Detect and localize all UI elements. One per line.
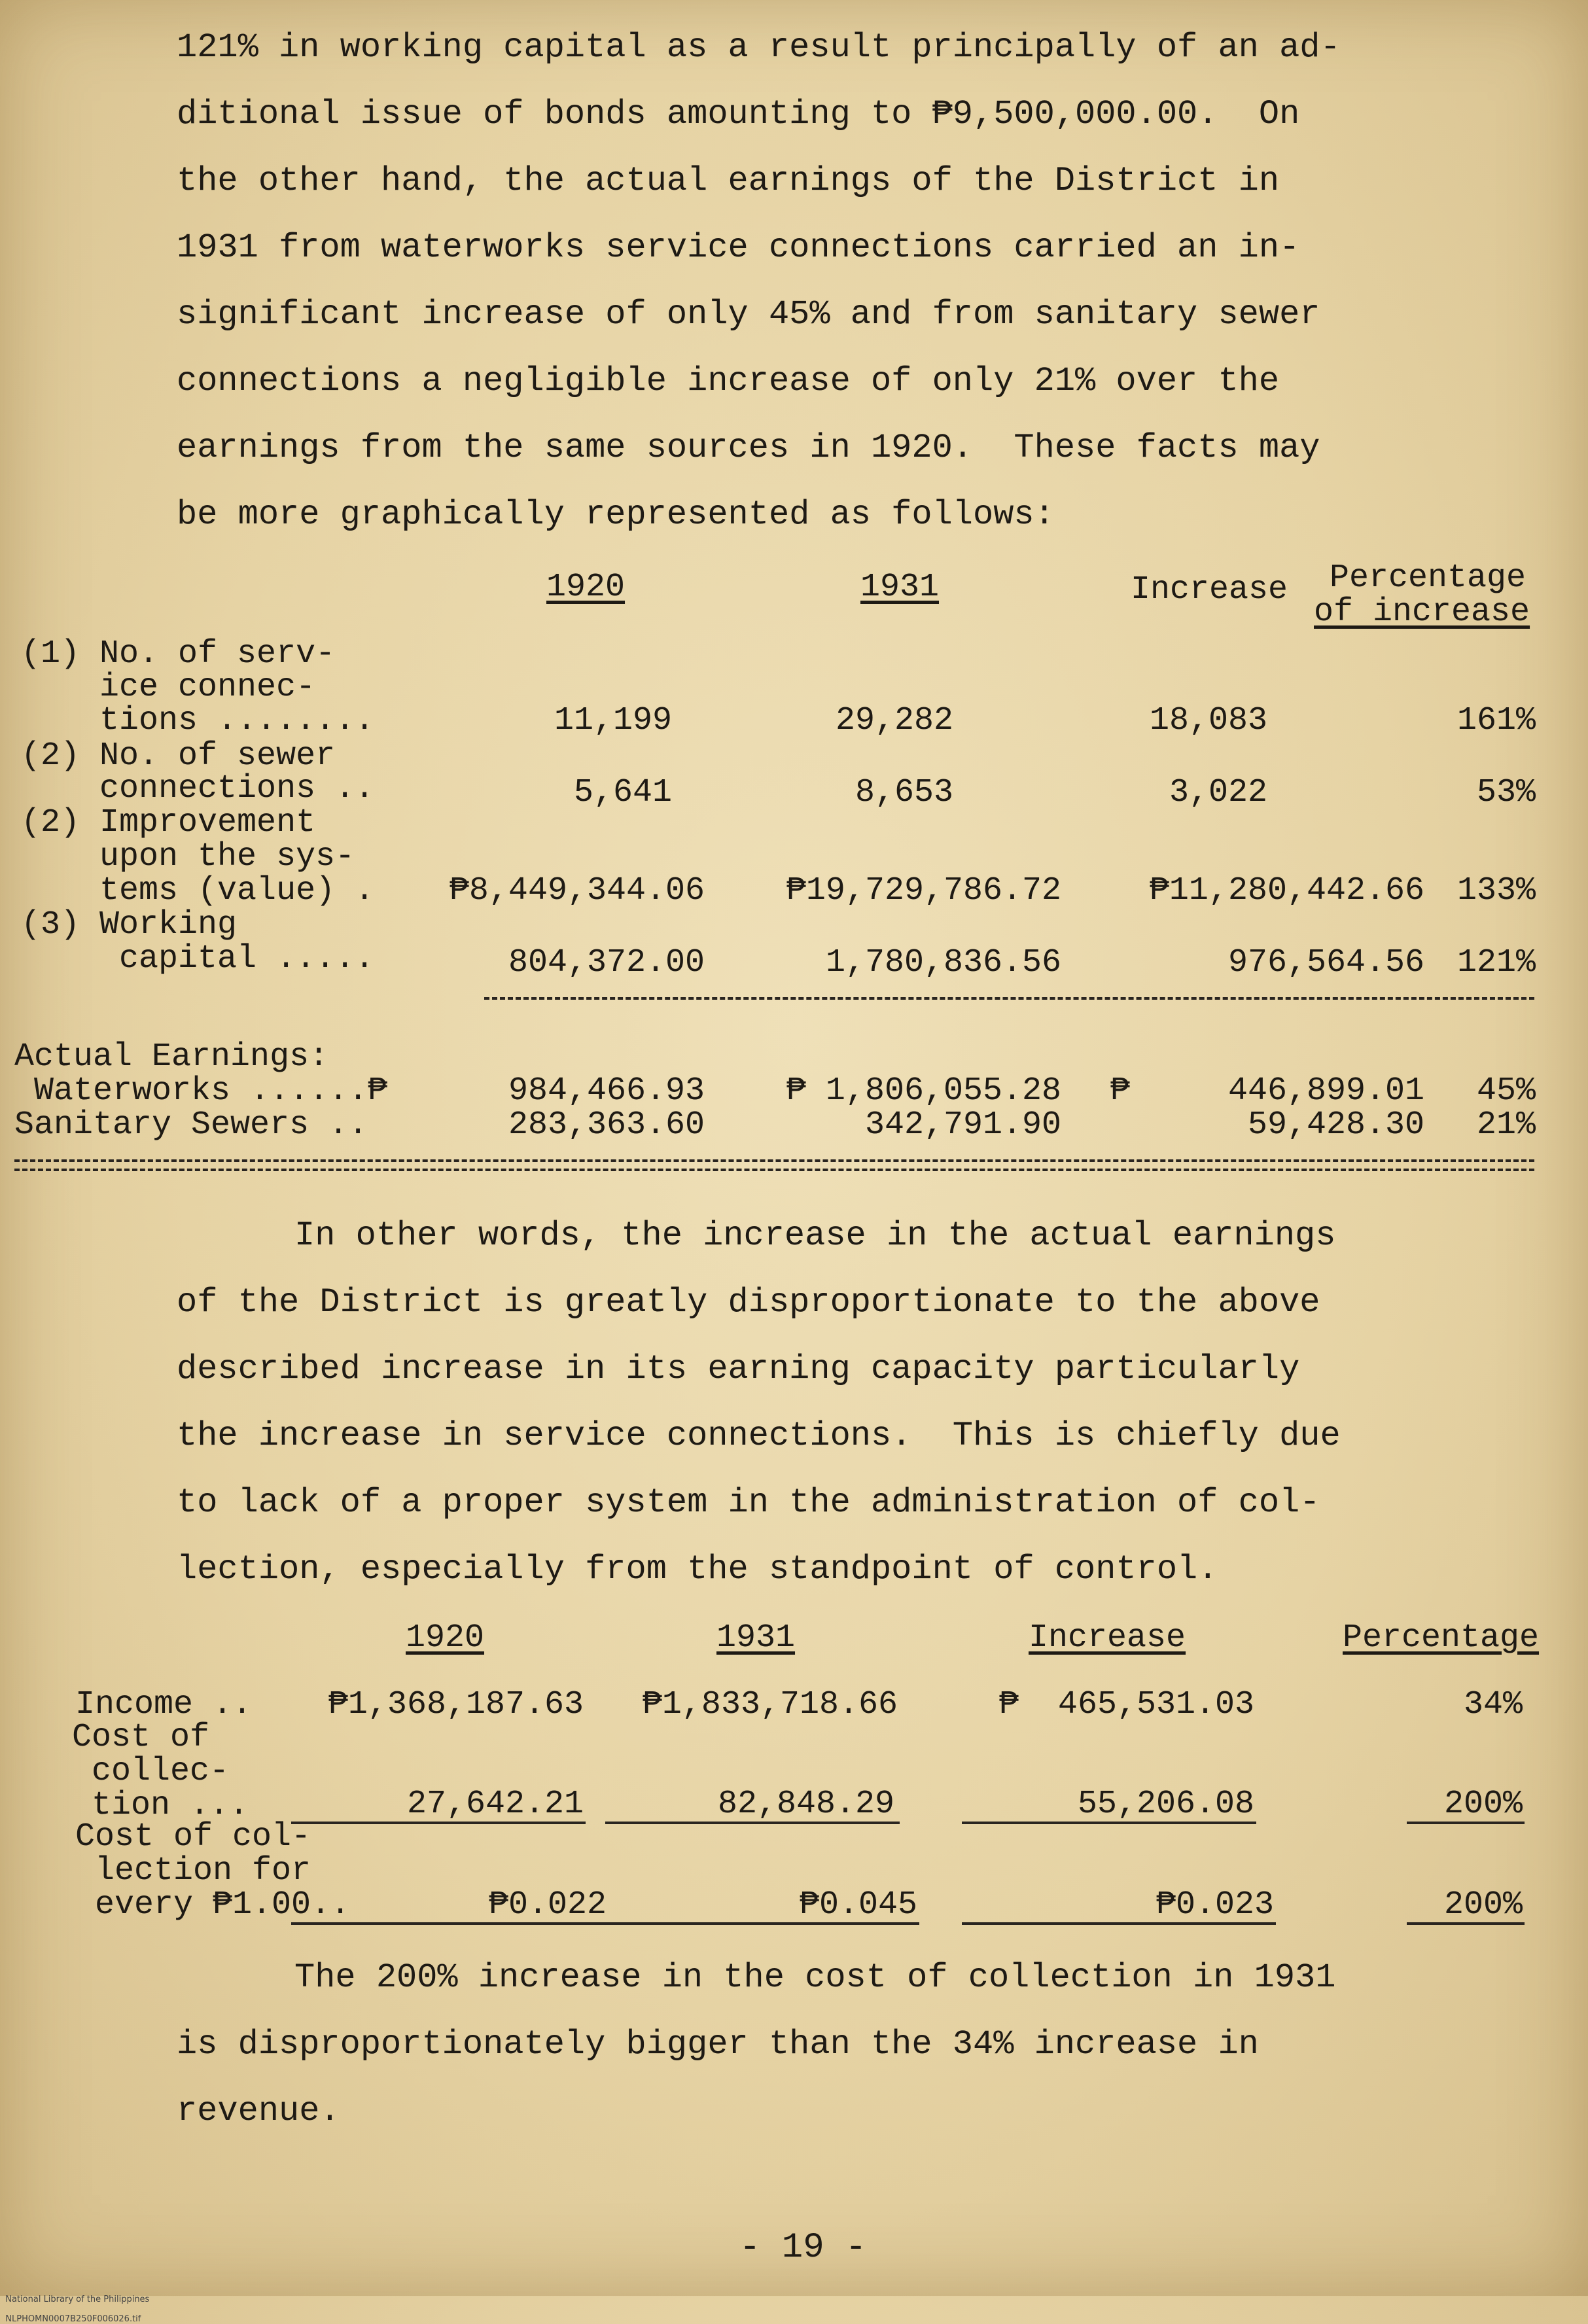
- table2-header-percentage: Percentage: [1343, 1619, 1540, 1657]
- cell-1931: ₱ 1,806,055.28: [786, 1072, 1061, 1110]
- text-line: is disproportionately bigger than the 34% increase in: [177, 2025, 1259, 2064]
- paragraph-2: [177, 1203, 1459, 1603]
- text-line: to lack of a proper system in the administration of col-: [177, 1483, 1320, 1522]
- cell-1920: 11,199: [554, 702, 672, 739]
- text-line: earnings from the same sources in 1920. These facts may: [177, 429, 1320, 467]
- table1-header-increase: Increase: [1131, 571, 1288, 608]
- footer-left: National Library of the Philippines: [5, 2295, 150, 2304]
- cell-1920: 283,363.60: [508, 1106, 705, 1144]
- cell-1931: ₱0.045: [799, 1886, 917, 1924]
- cell-increase: 18,083: [1149, 702, 1267, 739]
- cell-1920: ₱8,449,344.06: [449, 872, 705, 909]
- underline: [605, 1922, 919, 1925]
- text-line: 1931 from waterworks service connections carried an in-: [177, 228, 1300, 267]
- cell-1920: 5,641: [573, 774, 672, 811]
- row-label: every ₱1.00..: [75, 1886, 351, 1924]
- cell-1931: 1,780,836.56: [825, 944, 1061, 981]
- text-line: lection, especially from the standpoint of control.: [177, 1550, 1218, 1589]
- dashed-divider: [14, 1169, 1534, 1171]
- underline: [1407, 1922, 1525, 1925]
- table1-header-1920: 1920: [546, 569, 626, 606]
- row-label: (2) No. of sewer: [21, 737, 336, 775]
- text-line: revenue.: [177, 2092, 340, 2130]
- row-label: tions ........: [21, 702, 375, 739]
- row-label: Sanitary Sewers ..: [14, 1106, 368, 1144]
- row-label: Waterworks ......₱: [14, 1072, 388, 1110]
- paragraph-3: [177, 1945, 1459, 2145]
- paragraph-1: [177, 14, 1459, 548]
- cell-1931: 82,848.29: [717, 1786, 894, 1823]
- cell-1920: ₱0.022: [488, 1886, 607, 1924]
- row-label: (3) Working: [21, 906, 238, 943]
- cell-percentage: 45%: [1476, 1072, 1536, 1110]
- row-label: tems (value) .: [21, 872, 375, 909]
- table1-header-percentage: Percentage: [1330, 559, 1526, 597]
- row-label: ice connec-: [21, 669, 316, 706]
- text-line: the other hand, the actual earnings of the District in: [177, 162, 1280, 200]
- text-line: connections a negligible increase of only 21% over the: [177, 362, 1280, 400]
- cell-1931: 342,791.90: [864, 1106, 1061, 1144]
- cell-percentage: 53%: [1476, 774, 1536, 811]
- dashed-divider: [484, 997, 1534, 1000]
- underline: [291, 1922, 605, 1925]
- text-line: be more graphically represented as follows:: [177, 495, 1055, 534]
- dashed-divider: [14, 1159, 1534, 1162]
- cell-1931: ₱1,833,718.66: [642, 1686, 898, 1723]
- cell-percentage: 21%: [1476, 1106, 1536, 1144]
- table2-header-1920: 1920: [406, 1619, 485, 1657]
- text-line: The 200% increase in the cost of collection in 1931: [294, 1958, 1336, 1997]
- cell-1931: ₱19,729,786.72: [786, 872, 1061, 909]
- text-line: significant increase of only 45% and from sanitary sewer: [177, 295, 1320, 334]
- row-label: (1) No. of serv-: [21, 635, 336, 673]
- row-label: upon the sys-: [21, 838, 355, 875]
- table2-header-1931: 1931: [716, 1619, 796, 1657]
- page-number: - 19 -: [739, 2228, 867, 2268]
- underline: [605, 1822, 900, 1824]
- cell-1920: 27,642.21: [406, 1786, 584, 1823]
- table2-header-increase: Increase: [1029, 1619, 1186, 1657]
- cell-1931: 29,282: [835, 702, 953, 739]
- cell-percentage: 161%: [1456, 702, 1536, 739]
- cell-percentage: 200%: [1443, 1786, 1523, 1823]
- cell-increase: ₱0.023: [1156, 1886, 1274, 1924]
- row-label: Cost of col-: [75, 1818, 311, 1856]
- text-line: 121% in working capital as a result principally of an ad-: [177, 28, 1341, 67]
- underline: [962, 1922, 1276, 1925]
- cell-increase: ₱ 465,531.03: [998, 1686, 1254, 1723]
- cell-increase: 3,022: [1169, 774, 1267, 811]
- row-label: collec-: [72, 1753, 230, 1790]
- cell-increase: 55,206.08: [1077, 1786, 1254, 1823]
- archive-footer: [0, 2285, 149, 2324]
- text-line: In other words, the increase in the actual earnings: [294, 1216, 1336, 1255]
- underline: [291, 1822, 586, 1824]
- text-line: described increase in its earning capacity particularly: [177, 1350, 1300, 1388]
- underline: [962, 1822, 1256, 1824]
- text-line: of the District is greatly disproportionate to the above: [177, 1283, 1320, 1322]
- cell-increase: ₱ 446,899.01: [1110, 1072, 1424, 1110]
- text-line: the increase in service connections. This is chiefly due: [177, 1417, 1341, 1455]
- underline: [1407, 1822, 1525, 1824]
- cell-percentage: 200%: [1443, 1886, 1523, 1924]
- cell-percentage: 121%: [1456, 944, 1536, 981]
- row-label: tion ...: [72, 1787, 249, 1824]
- text-line: ditional issue of bonds amounting to ₱9,500,000.00. On: [177, 95, 1300, 133]
- cell-increase: 976,564.56: [1227, 944, 1424, 981]
- earnings-title: Actual Earnings:: [14, 1038, 329, 1076]
- row-label: Income ..: [75, 1686, 253, 1723]
- cell-increase: 59,428.30: [1247, 1106, 1424, 1144]
- footer-right: NLPHOMN0007B250F006026.tif: [5, 2314, 141, 2324]
- table1-header-1931: 1931: [860, 569, 940, 606]
- row-label: connections ..: [21, 770, 375, 807]
- cell-1920: 984,466.93: [508, 1072, 705, 1110]
- cell-percentage: 34%: [1463, 1686, 1523, 1723]
- row-label: lection for: [75, 1852, 311, 1890]
- cell-increase: ₱11,280,442.66: [1149, 872, 1424, 909]
- cell-percentage: 133%: [1456, 872, 1536, 909]
- row-label: (2) Improvement: [21, 804, 316, 841]
- row-label: capital .....: [21, 940, 375, 977]
- cell-1920: ₱1,368,187.63: [328, 1686, 584, 1723]
- row-label: Cost of: [72, 1719, 210, 1756]
- cell-1931: 8,653: [855, 774, 953, 811]
- cell-1920: 804,372.00: [508, 944, 705, 981]
- table1-header-of-increase: of increase: [1314, 593, 1530, 631]
